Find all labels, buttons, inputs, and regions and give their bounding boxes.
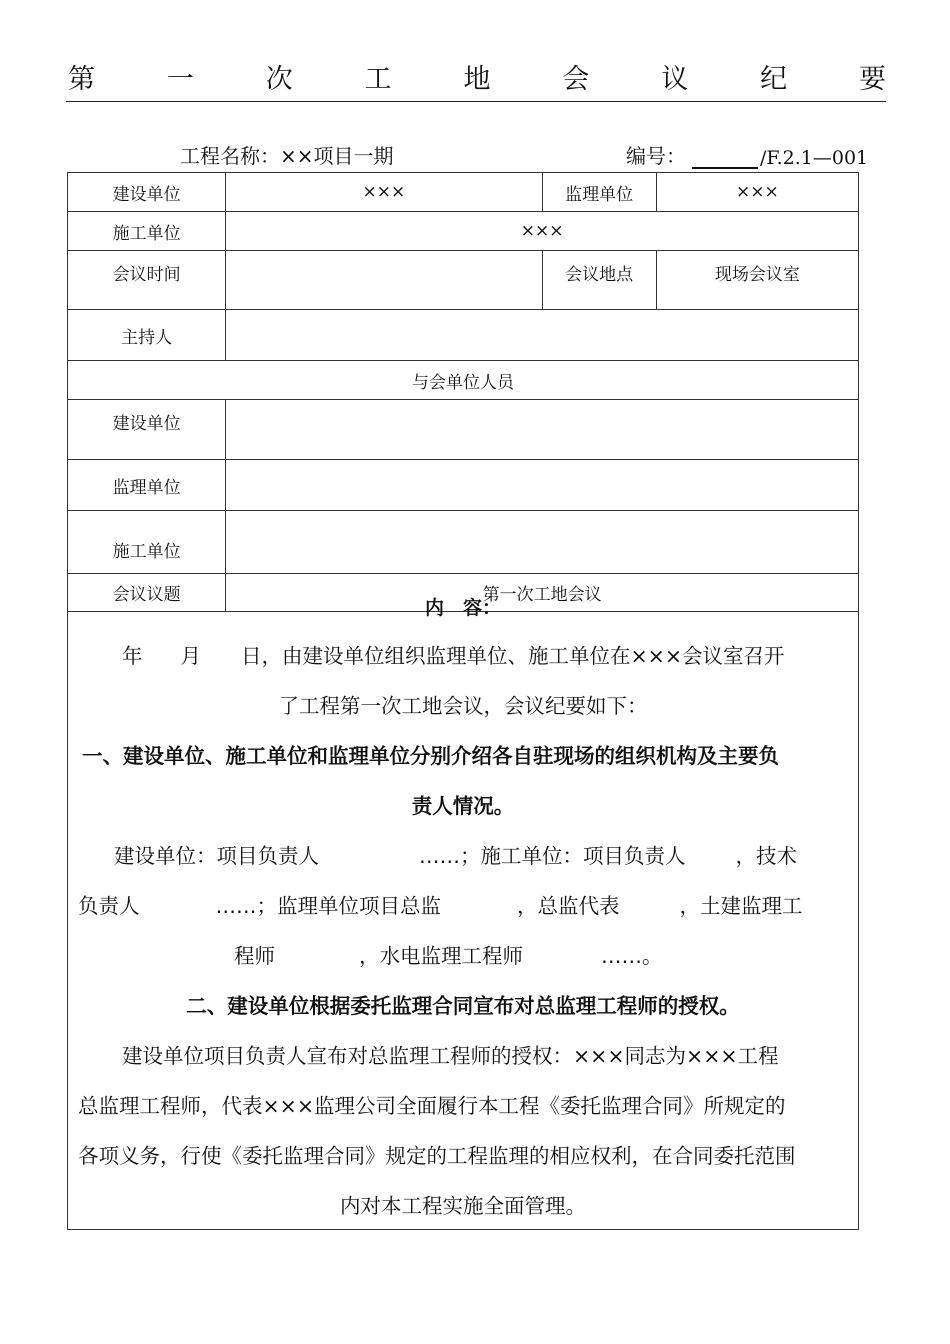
text-fragment: 程师 [234,944,275,968]
contractor-label: 施工单位 [68,212,226,251]
title-char: 会 [562,63,590,95]
content-section [67,581,859,1230]
text-fragment: ，土建监理工 [679,894,803,918]
section-2-paragraph-line: 各项义务，行使《委托监理合同》规定的工程监理的相应权利，在合同委托范围 [78,1144,796,1168]
section-2-paragraph-line: 建设单位项目负责人宣布对总监理工程师的授权：×××同志为×××工程 [122,1044,779,1068]
attendee-unit-value [226,460,859,511]
text-fragment: ……。 [601,944,663,968]
code-label: 编号： [626,144,686,168]
topic-label: 会议议题 [68,574,226,612]
intro-paragraph-line: 了工程第一次工地会议，会议纪要如下： [278,694,648,718]
construction-unit-label: 建设单位 [68,173,226,212]
table-row [68,460,859,511]
title-char: 第 [68,63,95,95]
attendee-unit-label: 施工单位 [68,511,226,574]
code-suffix: /F.2.1—001 [760,147,869,169]
table-row [68,173,859,212]
document-title [68,52,886,100]
host-label: 主持人 [68,310,226,361]
section-1-paragraph-line [68,941,858,971]
table-row [68,511,859,574]
meeting-info-table [67,172,859,612]
section-2-heading: 二、建设单位根据委托监理合同宣布对总监理工程师的授权。 [186,994,740,1018]
meeting-place-label: 会议地点 [542,251,656,310]
attendee-unit-value [226,511,859,574]
text-fragment: ，技术 [735,844,797,868]
title-char: 一 [166,63,194,95]
meeting-time-label: 会议时间 [68,251,226,310]
topic-value: 第一次工地会议 [226,574,859,612]
intro-paragraph-line [68,641,858,671]
intro-text: 日，由建设单位组织监理单位、施工单位在×××会议室召开 [241,644,785,668]
title-char: 纪 [760,63,788,95]
text-fragment: ……；监理单位项目总监 [215,894,441,918]
section-2-paragraph-line: 内对本工程实施全面管理。 [340,1194,586,1218]
text-fragment: ，总监代表 [517,894,620,918]
text-fragment: ……；施工单位：项目负责人 [419,844,686,868]
title-divider [66,101,886,102]
title-char: 议 [661,63,689,95]
document-code [626,140,868,169]
project-name: 工程名称：××项目一期 [180,144,394,168]
host-value [226,310,859,361]
content-heading: 内 容： [424,597,501,619]
section-2-paragraph-line: 总监理工程师，代表×××监理公司全面履行本工程《委托监理合同》所规定的 [78,1094,786,1118]
supervision-unit-value: ××× [656,173,858,212]
attendee-unit-label: 监理单位 [68,460,226,511]
section-1-paragraph-line [68,841,858,871]
attendees-header: 与会单位人员 [68,361,859,400]
text-fragment: ，水电监理工程师 [359,944,523,968]
table-row [68,361,859,400]
supervision-unit-label: 监理单位 [542,173,656,212]
attendee-unit-value [226,400,859,460]
meeting-place-value: 现场会议室 [656,251,858,310]
section-1-heading: 一、建设单位、施工单位和监理单位分别介绍各自驻现场的组织机构及主要负 [82,744,779,768]
table-row [68,310,859,361]
table-row [68,400,859,460]
meeting-time-value [226,251,542,310]
text-fragment: 建设单位：项目负责人 [114,844,319,868]
title-char: 地 [463,63,491,95]
section-1-heading: 责人情况。 [411,794,515,818]
table-row [68,251,859,310]
construction-unit-value: ××× [226,173,542,212]
code-blank-field[interactable] [692,145,758,169]
intro-year: 年 [122,644,143,668]
intro-month: 月 [180,644,201,668]
contractor-value: ××× [226,212,859,251]
attendee-unit-label: 建设单位 [68,400,226,460]
section-1-paragraph-line [68,891,858,921]
table-row [68,212,859,251]
title-char: 工 [364,63,392,95]
title-char: 次 [265,63,293,95]
title-char: 要 [859,63,886,95]
text-fragment: 负责人 [78,894,140,918]
